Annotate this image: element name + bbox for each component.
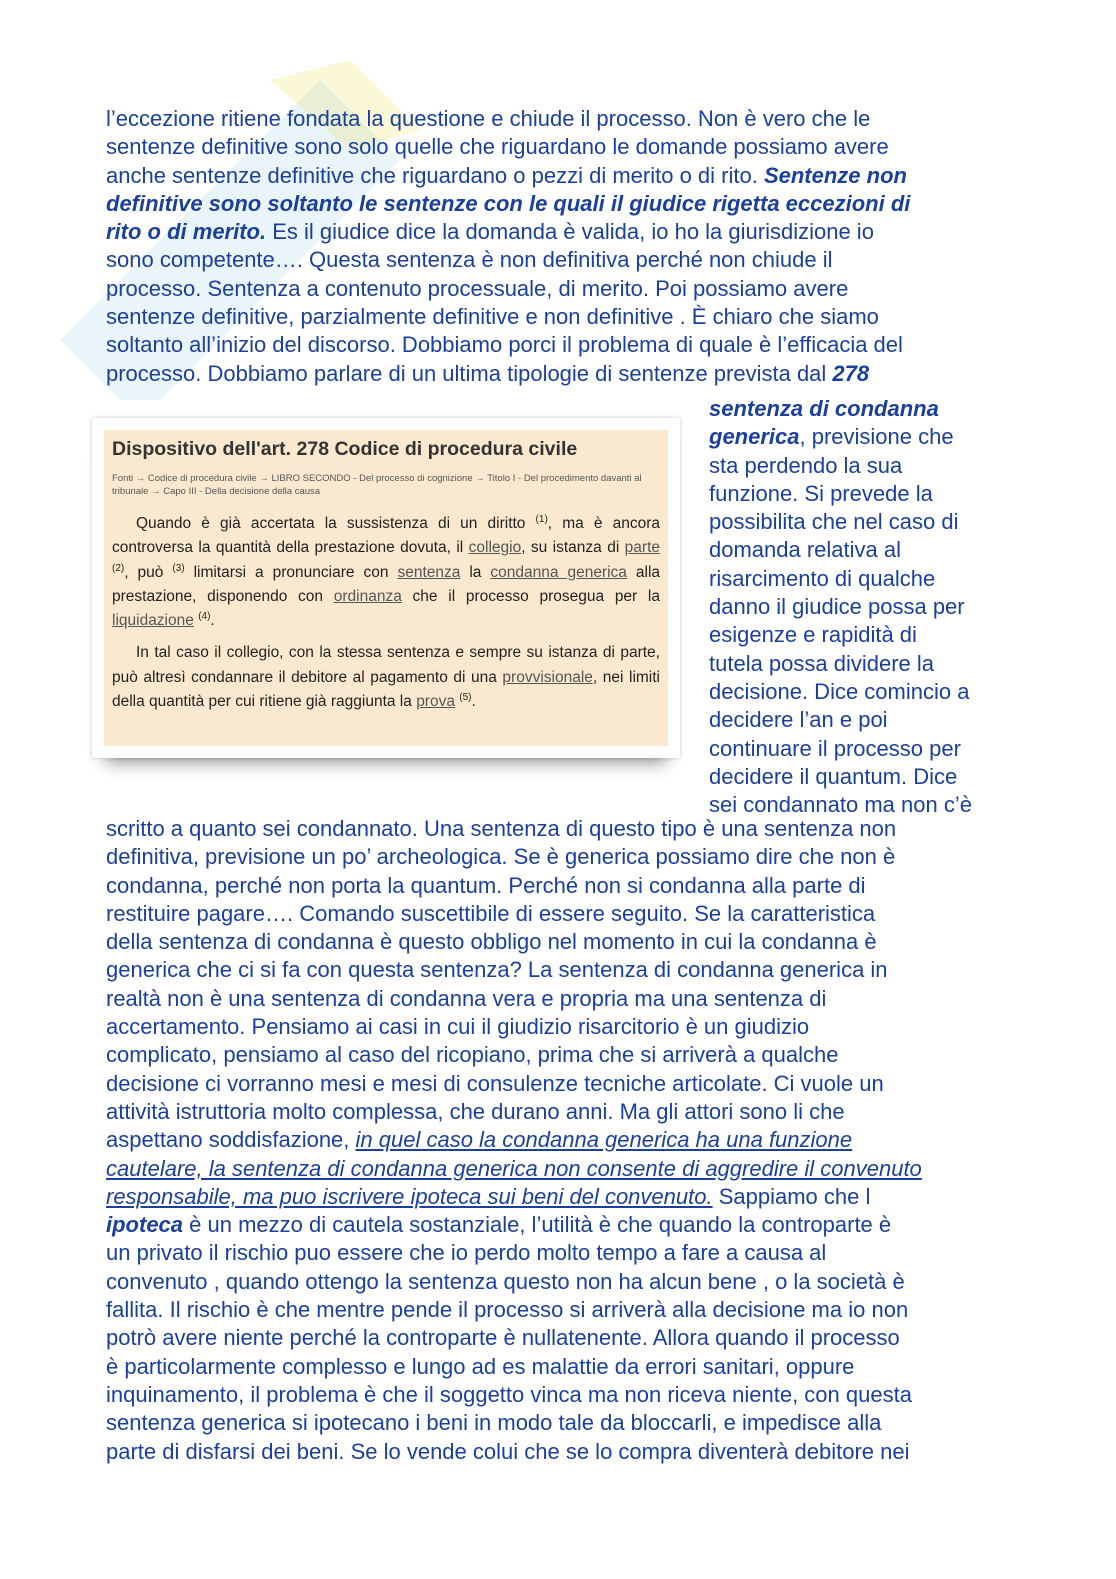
text-line <box>106 872 1006 900</box>
paragraph-bottom <box>106 815 1006 1466</box>
text-line <box>709 621 1009 649</box>
figure-paragraph <box>112 512 660 633</box>
text-line <box>709 735 1009 763</box>
text-line <box>106 1126 1006 1154</box>
text-run: attività istruttoria molto complessa, che durano anni. Ma gli attori sono li che <box>106 1098 845 1124</box>
paragraph-top <box>106 105 1006 388</box>
text-run: restituire pagare…. Comando suscettibile di essere seguito. Se la caratteristica <box>106 900 876 926</box>
text-run: che il processo prosegua per la <box>401 587 660 605</box>
text-line <box>106 303 1006 331</box>
text-run: sono competente…. Questa sentenza è non definitiva perché non chiude il <box>106 247 833 273</box>
text-line <box>106 331 1006 359</box>
text-line <box>106 1296 1006 1324</box>
text-line <box>709 593 1009 621</box>
text-run: sentenza generica si ipotecano i beni in modo tale da bloccarli, e impedisce alla <box>106 1410 882 1436</box>
text-run: è particolarmente complesso e lungo ad es malattie da errori sanitari, oppure <box>106 1353 855 1379</box>
text-run: generica che ci si fa con questa sentenza? La sentenza di condanna generica in <box>106 957 888 983</box>
text-run: sei condannato ma non c’è <box>709 792 972 818</box>
text-run: l’eccezione ritiene fondata la questione e chiude il processo. Non è vero che le <box>106 106 871 131</box>
text-run: , previsione che <box>799 424 954 450</box>
text-line <box>709 508 1009 536</box>
term-link[interactable]: sentenza <box>397 563 461 581</box>
text-line <box>106 1239 1006 1267</box>
text-line <box>106 360 1006 388</box>
text-line <box>106 1098 1006 1126</box>
text-run: accertamento. Pensiamo ai casi in cui il giudizio risarcitorio è un giudizio <box>106 1014 810 1040</box>
text-run: Quando è già accertata la sussistenza di un diritto <box>136 515 536 532</box>
text-line <box>106 275 1006 303</box>
text-run: processo. Dobbiamo parlare di un ultima tipologie di sentenze prevista dal <box>106 360 833 386</box>
text-line <box>106 928 1006 956</box>
text-run: è un mezzo di cautela sostanziale, l’utilità è che quando la controparte è <box>183 1212 892 1238</box>
bold-text: sentenza di condanna <box>709 396 939 421</box>
text-run: della sentenza di condanna è questo obbligo nel momento in cui la condanna è <box>106 929 877 955</box>
text-run: Sappiamo che l <box>712 1183 871 1209</box>
text-line <box>106 218 1006 246</box>
text-line <box>709 565 1009 593</box>
footnote-ref[interactable]: (4) <box>198 611 211 623</box>
text-line <box>106 900 1006 928</box>
text-run: realtà non è una sentenza di condanna vera e propria ma una sentenza di <box>106 985 827 1011</box>
text-run: un privato il rischio puo essere che io perdo molto tempo a fare a causa al <box>106 1240 827 1266</box>
underlined-text: in quel caso la condanna generica ha una funzione <box>355 1127 853 1153</box>
footnote-ref[interactable]: (3) <box>172 562 185 574</box>
text-line <box>106 1211 1006 1239</box>
text-run: la <box>460 563 491 581</box>
footnote-ref[interactable]: (1) <box>535 513 548 525</box>
footnote-ref[interactable]: (5) <box>459 691 472 703</box>
text-line <box>106 1041 1006 1069</box>
text-run: anche sentenze definitive che riguardano o pezzi di merito o di rito. <box>106 162 764 188</box>
text-line <box>106 1381 1006 1409</box>
text-run: alla prestazione, disponendo con <box>112 563 661 605</box>
term-link[interactable]: parte <box>624 539 661 557</box>
text-run: In tal caso il collegio, con la stessa sentenza e sempre su istanza di parte, può altresì condannare il debitore al pagamento di una <box>112 644 660 686</box>
text-line <box>709 452 1009 480</box>
text-line <box>106 1013 1006 1041</box>
text-run: funzione. Si prevede la <box>709 480 933 506</box>
text-run: definitiva, previsione un po’ archeologica. Se è generica possiamo dire che non è <box>106 844 896 870</box>
bold-text: ipoteca <box>106 1212 184 1238</box>
text-run: convenuto , quando ottengo la sentenza questo non ha alcun bene , o la società è <box>106 1268 905 1294</box>
term-link[interactable]: liquidazione <box>112 612 194 630</box>
text-line <box>709 395 1009 423</box>
figure-title: Dispositivo dell'art. 278 Codice di procedura civile <box>112 438 578 460</box>
figure-paragraphs <box>112 512 660 714</box>
text-run: risarcimento di qualche <box>709 565 936 591</box>
term-link[interactable]: prova <box>416 693 455 711</box>
text-run: decidere il quantum. Dice <box>709 763 958 789</box>
text-line <box>709 480 1009 508</box>
text-run: tutela possa dividere la <box>709 650 935 676</box>
text-run: scritto a quanto sei condannato. Una sentenza di questo tipo è una sentenza non <box>106 816 897 841</box>
term-link[interactable]: ordinanza <box>333 587 402 605</box>
article-278-figure <box>92 418 680 758</box>
term-link[interactable]: condanna generica <box>490 563 627 581</box>
bold-text: rito o di merito. <box>106 219 267 245</box>
figure-paragraph <box>112 641 660 714</box>
text-line <box>106 133 1006 161</box>
text-run: soltanto all’inizio del discorso. Dobbiamo porci il problema di quale è l’efficacia del <box>106 332 903 358</box>
text-line <box>106 246 1006 274</box>
text-run: decisione. Dice comincio a <box>709 678 970 704</box>
term-link[interactable]: provvisionale <box>502 668 593 686</box>
text-run: sentenze definitive sono solo quelle che riguardano le domande possiamo avere <box>106 134 889 160</box>
text-line <box>106 843 1006 871</box>
underlined-text: cautelare, la sentenza di condanna generica non consente di aggredire il convenuto <box>106 1155 922 1181</box>
text-run: domanda relativa al <box>709 537 902 563</box>
text-run: , su istanza di <box>521 539 625 557</box>
text-line <box>106 815 1006 843</box>
text-run: processo. Sentenza a contenuto processuale, di merito. Poi possiamo avere <box>106 275 849 301</box>
text-run: sta perdendo la sua <box>709 452 903 478</box>
bold-text: 278 <box>832 360 870 386</box>
underlined-text: responsabile, ma puo iscrivere ipoteca sui beni del convenuto. <box>106 1183 713 1209</box>
text-line <box>106 190 1006 218</box>
footnote-ref[interactable]: (2) <box>112 562 125 574</box>
text-run: limitarsi a pronunciare con <box>184 563 398 581</box>
figure-breadcrumb: Fonti → Codice di procedura civile → LIBRO SECONDO - Del processo di cognizione → Titolo I - Del procedimento davanti al tribunale → Capo III - Della decisione della causa <box>112 473 642 497</box>
text-line <box>106 1409 1006 1437</box>
text-line <box>106 1183 1006 1211</box>
text-run: , può <box>124 563 173 581</box>
text-line <box>106 1070 1006 1098</box>
text-line <box>106 105 1006 133</box>
bold-text: definitive sono soltanto le sentenze con le quali il giudice rigetta eccezioni di <box>106 190 911 216</box>
text-run: Es il giudice dice la domanda è valida, io ho la giurisdizione io <box>266 219 874 245</box>
text-line <box>106 1438 1006 1466</box>
paragraph-side <box>709 395 1009 819</box>
text-run: . <box>210 612 215 630</box>
text-line <box>106 1324 1006 1352</box>
text-run: aspettano soddisfazione, <box>106 1127 356 1153</box>
article-278-box <box>104 430 668 746</box>
text-line <box>106 1353 1006 1381</box>
text-run: complicato, pensiamo al caso del ricopiano, prima che si arriverà a qualche <box>106 1042 839 1068</box>
text-line <box>709 650 1009 678</box>
text-line <box>106 985 1006 1013</box>
text-run: . <box>471 693 476 711</box>
text-run: danno il giudice possa per <box>709 594 965 620</box>
text-run: condanna, perché non porta la quantum. Perché non si condanna alla parte di <box>106 872 866 898</box>
text-line <box>709 423 1009 451</box>
text-run: decisione ci vorranno mesi e mesi di consulenze tecniche articolate. Ci vuole un <box>106 1070 884 1096</box>
text-run: inquinamento, il problema è che il soggetto vinca ma non riceva niente, con questa <box>106 1381 912 1407</box>
text-run: , ma è ancora controversa la quantità della prestazione dovuta, il <box>112 515 660 557</box>
text-run: parte di disfarsi dei beni. Se lo vende colui che se lo compra diventerà debitore nei <box>106 1438 910 1464</box>
text-run: fallita. Il rischio è che mentre pende il processo si arriverà alla decisione ma io non <box>106 1297 909 1323</box>
text-run: continuare il processo per <box>709 735 961 761</box>
text-run: potrò avere niente perché la controparte è nullatenente. Allora quando il processo <box>106 1325 900 1351</box>
bold-text: Sentenze non <box>763 162 907 188</box>
text-run: , nei limiti della quantità per cui ritiene già raggiunta la <box>112 668 660 711</box>
text-line <box>106 1155 1006 1183</box>
text-run: possibilita che nel caso di <box>709 509 959 535</box>
text-line <box>709 706 1009 734</box>
text-line <box>709 536 1009 564</box>
text-line <box>106 162 1006 190</box>
text-line <box>106 1268 1006 1296</box>
text-run: esigenze e rapidità di <box>709 622 917 648</box>
text-line <box>106 956 1006 984</box>
term-link[interactable]: collegio <box>468 539 522 557</box>
text-run: sentenze definitive, parzialmente definitive e non definitive . È chiaro che siamo <box>106 304 879 330</box>
text-line <box>709 763 1009 791</box>
text-run: decidere l’an e poi <box>709 707 888 733</box>
bold-text: generica <box>709 424 800 450</box>
text-line <box>709 678 1009 706</box>
